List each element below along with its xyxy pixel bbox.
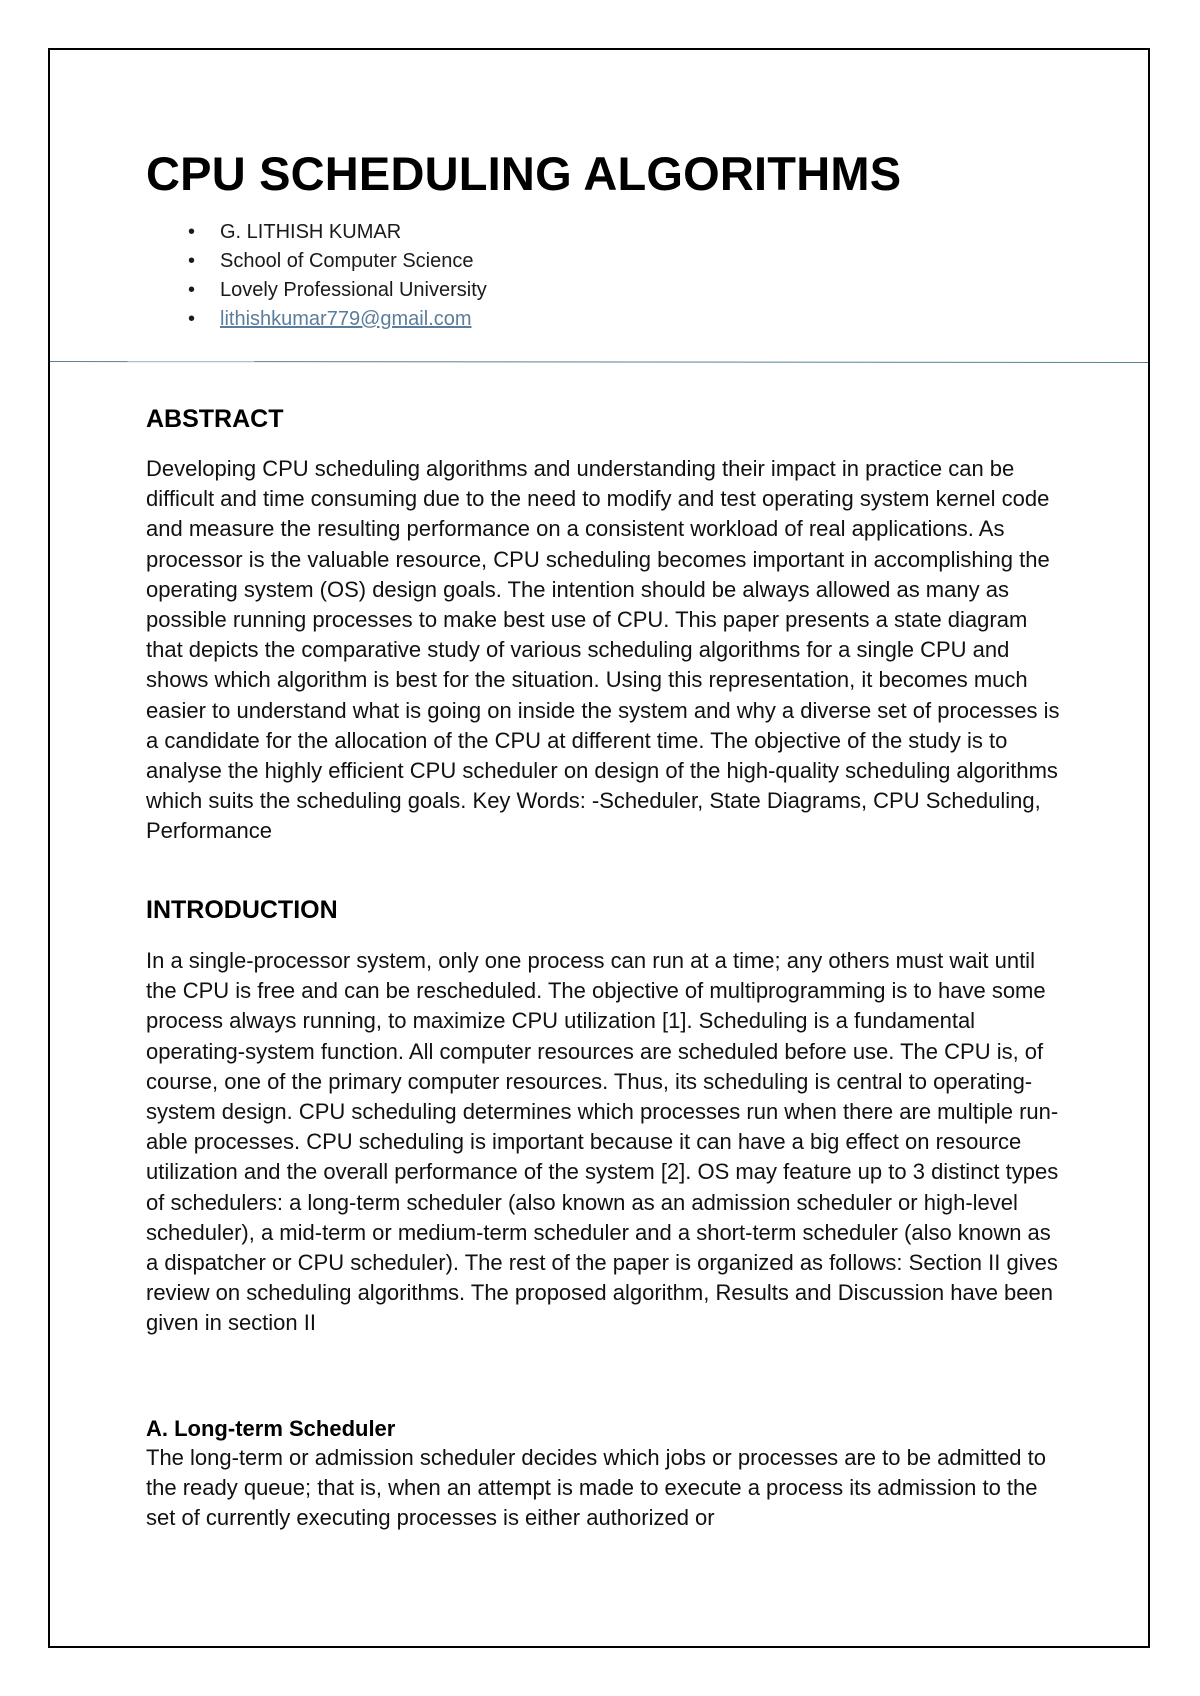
bullet-icon: • [188, 308, 196, 330]
bullet-icon: • [188, 221, 196, 243]
long-term-scheduler-heading: A. Long-term Scheduler [146, 1416, 396, 1441]
abstract-heading: ABSTRACT [146, 405, 284, 433]
bullet-icon: • [188, 279, 196, 301]
author-name-text: G. LITHISH KUMAR [220, 221, 402, 243]
author-info-list [146, 218, 1086, 334]
author-university-text: Lovely Professional University [220, 279, 487, 301]
paper-title: CPU SCHEDULING ALGORITHMS [146, 147, 902, 200]
author-name [188, 218, 1086, 247]
introduction-heading: INTRODUCTION [146, 896, 338, 924]
author-department-text: School of Computer Science [220, 250, 474, 272]
author-university [188, 276, 1086, 305]
abstract-text: Developing CPU scheduling algorithms and understanding their impact in practice can be difficult and time consuming due to the need to modify and test operating system kernel code and measure the resulting performance on a consistent workload of real applications. As processor is the valuable resource, CPU scheduling becomes important in accomplishing the operating system (OS) design goals. The intention should be always allowed as many as possible running processes to make best use of CPU. This paper presents a state diagram that depicts the comparative study of various scheduling algorithms for a single CPU and shows which algorithm is best for the situation. Using this representation, it becomes much easier to understand what is going on inside the system and why a diverse set of processes is a candidate for the allocation of the CPU at different time. The objective of the study is to analyse the highly efficient CPU scheduler on design of the high-quality scheduling algorithms which suits the scheduling goals. Key Words: -Scheduler, State Diagrams, CPU Scheduling, Performance [146, 456, 1060, 844]
author-email-link[interactable]: lithishkumar779@gmail.com [220, 308, 472, 330]
author-department [188, 247, 1086, 276]
author-email [188, 305, 1086, 334]
bullet-icon: • [188, 250, 196, 272]
paper-header [146, 146, 1086, 334]
long-term-scheduler-text: The long-term or admission scheduler decides which jobs or processes are to be admitted to the ready queue; that is, when an attempt is made to execute a process its admission to the set of currently executing processes is either authorized or [146, 1445, 1047, 1531]
introduction-text: In a single-processor system, only one process can run at a time; any others must wait until the CPU is free and can be rescheduled. The objective of multiprogramming is to have some process always running, to maximize CPU utilization [1]. Scheduling is a fundamental operating-system function. All computer resources are scheduled before use. The CPU is, of course, one of the primary computer resources. Thus, its scheduling is central to operating-system design. CPU scheduling determines which processes run when there are multiple run-able processes. CPU scheduling is important because it can have a big effect on resource utilization and the overall performance of the system [2]. OS may feature up to 3 distinct types of schedulers: a long-term scheduler (also known as an admission scheduler or high-level scheduler), a mid-term or medium-term scheduler and a short-term scheduler (also known as a dispatcher or CPU scheduler). The rest of the paper is organized as follows: Section II gives review on scheduling algorithms. The proposed algorithm, Results and Discussion have been given in section II [146, 948, 1059, 1336]
